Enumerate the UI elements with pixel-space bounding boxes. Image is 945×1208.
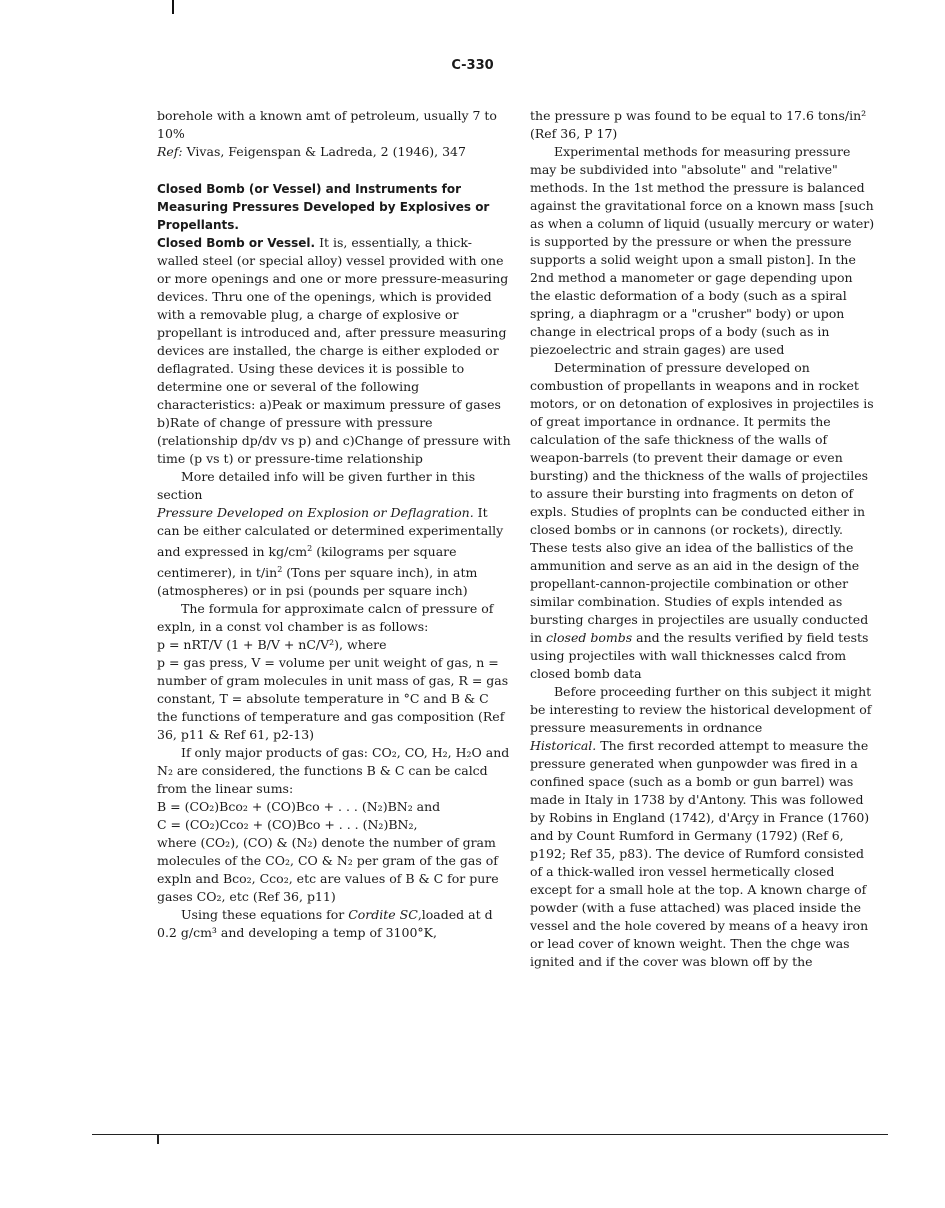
page-number: C-330 — [451, 58, 494, 73]
paragraph: Pressure Developed on Explosion or Deflagration. It can be either calculated or determined experimentally and expressed in $kg/cm^2$ (kilograms per square centimerer), in $t/in^2$ (Tons per square inch), in atm (atmospheres) or in psi (pounds per square inch) — [157, 505, 504, 599]
paragraph: where (CO₂), (CO) & (N₂) denote the number of gram molecules of the CO₂, CO & N₂ per gram of the gas of expln and Bco₂, Cco₂, etc are values of B & C for pure gases CO₂, etc (Ref 36, p11) — [157, 835, 499, 905]
paragraph: The formula for approximate calcn of pressure of expln, in a const vol chamber is as follows: — [157, 601, 494, 635]
paragraph — [530, 359, 875, 683]
paragraph — [157, 906, 512, 942]
footer-rule — [92, 1134, 888, 1135]
paragraph: Before proceeding further on this subject it might be interesting to review the historical development of pressure measurements in ordnance — [530, 684, 872, 735]
footer-mark — [157, 1134, 159, 1144]
italic-term: Cordite SC — [348, 907, 418, 923]
left-column — [157, 107, 512, 942]
paragraph: If only major products of gas: CO₂, CO, H₂, H₂O and N₂ are considered, the functions B & C can be calcd from the linear sums: — [157, 745, 510, 797]
paragraph-text: It can be either calculated or determined experimentally and expressed in kg/cm — [157, 505, 504, 560]
paragraph — [157, 234, 512, 468]
reference — [157, 143, 512, 161]
paragraph: More detailed info will be given further in this section — [157, 469, 476, 502]
paragraph: Experimental methods for measuring pressure may be subdivided into "absolute" and "relative" methods. In the 1st method the pressure is balanced against the gravitational force on a known mass [such as when a column of liquid (usually mercury or water) is supported by the pressure or when the pressure supports a solid weight upon a small piston]. In the 2nd method a manometer or gage depending upon the elastic deformation of a body (such as a spiral spring, a diaphragm or a "crusher" body) or upon change in electrical props of a body (such as in piezoelectric and strain gages) are used — [530, 144, 875, 357]
paragraph: borehole with a known amt of petroleum, usually 7 to 10% — [157, 108, 497, 141]
italic-term: closed bombs — [546, 630, 633, 645]
paragraph-text: Determination of pressure developed on combustion of propellants in weapons and in rocket motors, or on detonation of explosives in projectiles is of great importance in ordnance. It permits the calculation of the safe thickness of the walls of weapon-barrels (to prevent their damage or even bursting) and the thickness of the walls of projectiles to assure their bursting into fragments on deton of expls. Studies of proplnts can be conducted either in closed bombs or in cannons (or rockets), directly. These tests also give an idea of the ballistics of the ammunition and serve as an aid in the design of the propellant-cannon-projectile combination or other similar combination. Studies of expls intended as bursting charges in projectiles are usually conducted in — [530, 360, 874, 645]
formula: B = (CO₂)Bco₂ + (CO)Bco + . . . (N₂)BN₂ and — [157, 799, 441, 815]
formula: C = (CO₂)Cco₂ + (CO)Bco + . . . (N₂)BN₂, — [157, 817, 418, 833]
paragraph: the pressure p was found to be equal to 17.6 tons/in² (Ref 36, P 17) — [530, 108, 867, 141]
paragraph: p = gas press, V = volume per unit weight of gas, n = number of gram molecules in unit mass of gas, R = gas constant, T = absolute temperature in °C and B & C the functions of temperature and gas composition (Ref 36, p11 & Ref 61, p2-13) — [157, 655, 509, 743]
paragraph-text: (kilograms per square centimerer), in t/in — [157, 544, 457, 581]
paragraph-text: (Tons per square inch), in atm (atmospheres) or in psi (pounds per square inch) — [157, 565, 478, 599]
margin-mark — [172, 0, 174, 14]
italic-heading: Historical. — [530, 738, 597, 753]
ref-text: Vivas, Feigenspan & Ladreda, 2 (1946), 347 — [182, 144, 466, 159]
subheading: Closed Bomb or Vessel. — [157, 236, 316, 250]
ref-label: Ref: — [157, 144, 183, 159]
paragraph-text: Using these equations for — [181, 907, 349, 923]
paragraph-text: ,loaded at d 0.2 g/cm³ and developing a temp of 3100°K, — [157, 907, 493, 941]
italic-heading: Pressure Developed on Explosion or Deflagration. — [157, 505, 474, 520]
paragraph-text: The first recorded attempt to measure the pressure generated when gunpowder was fired in a confined space (such as a bomb or gun barrel) was made in Italy in 1738 by d'Antony. This was followed by Robins in England (1742), d'Arçy in France (1760) and by Count Rumford in Germany (1792) (Ref 6, p192; Ref 35, p83). The device of Rumford consisted of a thick-walled iron vessel hermetically closed except for a small hole at the top. A known charge of powder (with a fuse attached) was placed inside the vessel and the hole covered by means of a heavy iron or lead cover of known weight. Then the chge was ignited and if the cover was blown off by the — [530, 738, 870, 969]
formula: p = nRT/V (1 + B/V + nC/V²), where — [157, 637, 387, 653]
paragraph — [530, 737, 875, 971]
paragraph-text: It is, essentially, a thick-walled steel (or special alloy) vessel provided with one or more openings and one or more pressure-measuring devices. Thru one of the openings, which is provided with a removable plug, a charge of explosive or propellant is introduced and, after pressure measuring devices are installed, the charge is either exploded or deflagrated. Using these devices it is possible to determine one or several of the following characteristics: a)Peak or maximum pressure of gases b)Rate of change of pressure with pressure (relationship dp/dv vs p) and c)Change of pressure with time (p vs t) or pressure-time relationship — [157, 235, 511, 466]
right-column — [530, 107, 875, 971]
paragraph-text: and the results verified by field tests using projectiles with wall thicknesses calcd from closed bomb data — [530, 630, 869, 681]
section-heading: Closed Bomb (or Vessel) and Instruments for Measuring Pressures Developed by Explosives or Propellants. — [157, 182, 490, 232]
